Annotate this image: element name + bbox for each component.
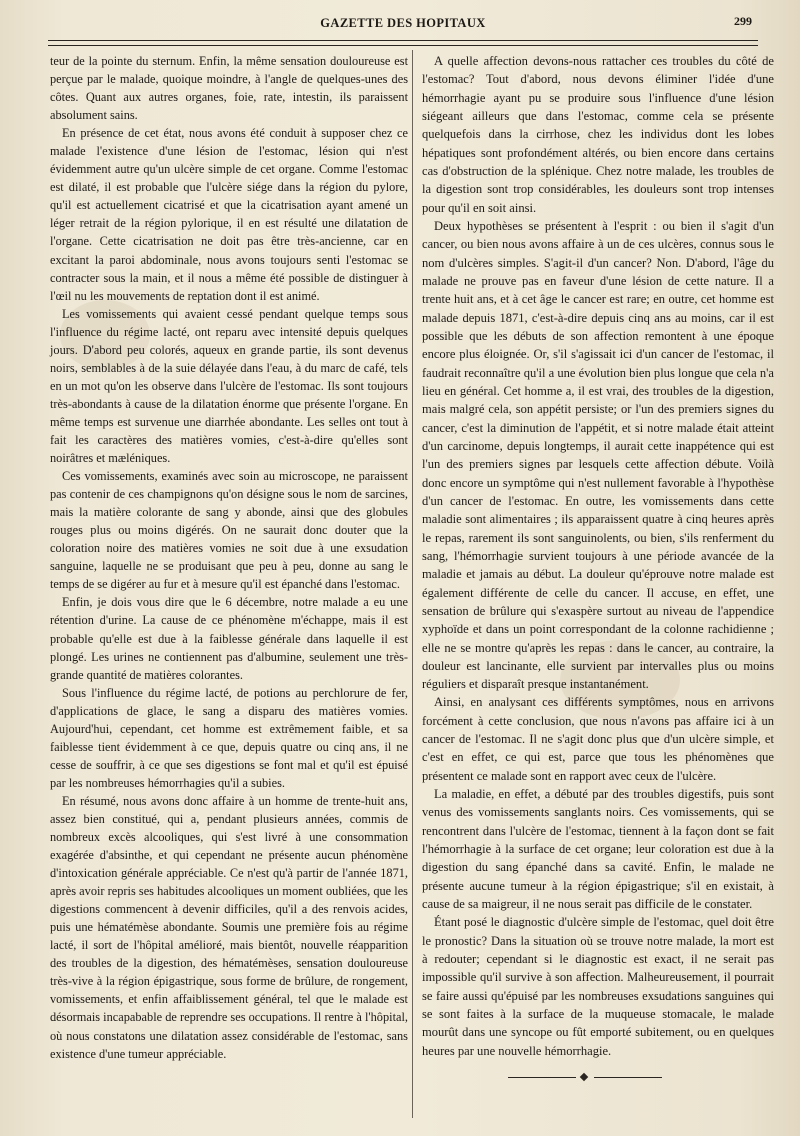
- paragraph: Enfin, je dois vous dire que le 6 décembre, notre malade a eu une rétention d'urine. La cause de ce phénomène m'échappe, mais il est probable qu'elle est due à la faiblesse générale dans laquelle il est plongé. Les urines ne contiennent pas d'albumine, seulement une très-grande quantité de matières colorantes.: [50, 595, 408, 682]
- paragraph: Deux hypothèses se présentent à l'esprit : ou bien il s'agit d'un cancer, ou bien nous avons affaire à un de ces ulcères, connus sous le nom d'ulcères simples. S'agit-il d'un cancer? Non. D'abord, l'âge du malade ne prouve pas en faveur d'une lésion de cette nature. Il a trente huit ans, et à cet âge le cancer est rare; en outre, cet homme est malade depuis 1871, c'est-à-dire depuis cinq ans au moins, car il est possible que les débuts de son affection remontent à une époque encore plus éloignée. Or, s'il s'agissait ici d'un cancer de l'estomac, il faudrait reconnaître qu'il a une évolution bien plus longue que cela n'a lieu en général. Cet homme a, il est vrai, des troubles de la digestion, mais malgré cela, son appétit persiste; or l'un des premiers signes du cancer, c'est la diminution de l'appétit, et si notre malade était atteint d'un carcinome, depuis longtemps, il aurait cette inappétence qui est l'un des premiers signes par lesquels cette affection débute. Voilà donc encore un symptôme qui n'est nullement favorable à l'hypothèse d'un cancer de l'estomac. En outre, les vomissements dans cette maladie sont alimentaires ; ils apparaissent quatre à cinq heures après le repas, rarement ils sont sanguinolents, ou bien, s'ils renferment du sang, l'hémorrhagie survient toujours à une période avancée de la maladie et jamais au début. La douleur qu'éprouve notre malade est également différente de celle du cancer. Il accuse, en effet, une sensation de brûlure qui s'exaspère surtout au niveau de l'appendice xyphoïde et dans un point correspondant de la colonne rachidienne ; elle ne se montre qu'après les repas : dans le cancer, au contraire, la douleur est lancinante, elle survient par intervalles plus ou moins réguliers et disparaît presque instantanément.: [422, 218, 774, 692]
- paragraph: Étant posé le diagnostic d'ulcère simple de l'estomac, quel doit être le pronostic? Dans la situation où se trouve notre malade, la mort est à redouter; cependant si le diagnostic est exact, il ne serait pas impossible qu'il survive à son affection. Malheureusement, il pourrait se faire aussi qu'épuisé par les nombreuses exsudations sanguines qui se sont faites à la surface de la muqueuse stomacale, le malade mourût dans une syncope ou fût emporté subitement, ou en quelques heures par une nouvelle hémorrhagie.: [422, 915, 774, 1058]
- paragraph: Ces vomissements, examinés avec soin au microscope, ne paraissent pas contenir de ces champignons qu'on désigne sous le nom de sarcines, mais la matière colorante de sang y abonde, ainsi que des globules rouges plus ou moins digérés. On ne saurait donc douter que la coloration noire des matières vomies ne soit due à une exsudation sanguine, laquelle ne se produisant que peu à peu, donne au sang le temps de se digérer au fur et à mesure qu'il est épanché dans l'estomac.: [50, 469, 408, 592]
- paragraph: En présence de cet état, nous avons été conduit à supposer chez ce malade l'existence d'une lésion de l'estomac, lésion qui n'est évidemment autre qu'un ulcère simple de cet organe. Comme l'estomac est dilaté, il est probable que l'ulcère siége dans la région du pylore, qu'il est actuellement cicatrisé et que la cicatrisation ayant amené un léger retrait de la région pylorique, il en est résulté une dilatation de l'organe. Cette cicatrisation ne doit pas être très-ancienne, car en excitant la paroi abdominale, nous avons toujours senti l'estomac se contracter sous la main, et il nous a même été possible de distinguer à l'œil nu les mouvements de reptation dont il est animé.: [50, 126, 408, 303]
- paragraph: En résumé, nous avons donc affaire à un homme de trente-huit ans, assez bien constitué, qui a, pendant plusieurs années, commis de nombreux excès alcooliques, qui s'est livré à une consommation exagérée d'absinthe, et qui cependant ne présente aucun phénomène d'intoxication générale appréciable. Ce n'est qu'à partir de l'année 1871, après avoir repris ses habitudes alcooliques un moment oubliées, que les digestions commencent à devenir difficiles, qu'il a des renvois acides, puis une hématémèse abondante. Soumis une première fois au régime lacté, il sort de l'hôpital amélioré, mais bientôt, nouvelle réapparition des troubles de la digestion, des hématémèses, sensation douloureuse très-vive à la région épigastrique, sous forme de brûlure, de rongement, vomissements, et enfin affaiblissement général, tel que le malade est désormais incapabable de reprendre ses occupations. Il rentre à l'hôpital, où nous constatons une dilatation assez considérable de l'estomac, sans existence d'une tumeur appréciable.: [50, 793, 408, 1061]
- right-column: [422, 52, 774, 1060]
- page-number: 299: [734, 14, 752, 28]
- end-ornament: [508, 1075, 662, 1081]
- ornament-line: [594, 1077, 662, 1078]
- paragraph: Sous l'influence du régime lacté, de potions au perchlorure de fer, d'applications de glace, le sang a disparu des matières vomies. Aujourd'hui, cependant, cet homme est extrêmement faible, et sa faiblesse tient évidemment à ce que, depuis quatre ou cinq ans, il ne cesse de souffrir, à ce que ses digestions se font mal et qu'il est épuisé par les nombreuses hémorrhagies qu'il a subies.: [50, 685, 408, 790]
- journal-title: GAZETTE DES HOPITAUX: [320, 16, 486, 30]
- column-divider: [412, 50, 413, 1118]
- paragraph: Les vomissements qui avaient cessé pendant quelque temps sous l'influence du régime lacté, ont reparu avec intensité depuis quelques jours. D'abord peu colorés, aqueux en grande partie, ils sont devenus noirs, semblables à de la suie délayée dans l'eau, à du marc de café, tels en un mot qu'on les observe dans l'ulcère de l'estomac. Ils sont toujours très-abondants à cause de la dilatation énorme que présente l'organe. En même temps est survenue une diarrhée abondante. Les selles ont tout à fait les caractères des matières vomies, c'est-à-dire qu'elles sont noirâtres et mæléniques.: [50, 306, 408, 466]
- paragraph: La maladie, en effet, a débuté par des troubles digestifs, puis sont venus des vomissements sanglants noirs. Ces vomissements, qui se rencontrent dans l'ulcère de l'estomac, tiennent à la façon dont se fait l'hémorrhagie à la surface de cet organe; leur coloration est due à la digestion du sang épanché dans sa cavité. Enfin, le malade ne présente aucune tumeur à la région épigastrique; s'il en existait, à cause de sa maigreur, il ne nous serait pas difficile de le constater.: [422, 787, 774, 912]
- left-column: [50, 52, 408, 1063]
- paragraph: teur de la pointe du sternum. Enfin, la même sensation douloureuse est perçue par le malade, quoique moindre, à l'angle de quelques-unes des côtes. Quant aux autres organes, foie, rate, intestin, ils paraissent absolument sains.: [50, 54, 408, 123]
- paragraph: Ainsi, en analysant ces différents symptômes, nous en arrivons forcément à cette conclusion, que nous n'avons pas affaire ici à un cancer de l'estomac. Il ne s'agit donc plus que d'un ulcère simple, et c'est en effet, ce qui est, parce que tous les phénomènes que présentent ce malade sont en rapport avec ceux de l'ulcère.: [422, 695, 774, 783]
- header-rule: [48, 40, 758, 46]
- running-head: [48, 14, 758, 36]
- ornament-diamond-icon: [580, 1073, 588, 1081]
- paragraph: A quelle affection devons-nous rattacher ces troubles du côté de l'estomac? Tout d'abord, nous devons éliminer l'idée d'une hémorrhagie ayant pu se produire sous l'influence d'une lésion siégeant ailleurs que dans l'estomac, comme cela se présente quelquefois dans la cirrhose, chez les individus dont les lobes hépatiques sont profondément altérés, ou bien encore dans certains cas d'obstruction de la splénique. Chez notre malade, les troubles de la digestion sont trop considérables, les douleurs sont trop intenses pour qu'il en soit ainsi.: [422, 54, 774, 215]
- ornament-line: [508, 1077, 576, 1078]
